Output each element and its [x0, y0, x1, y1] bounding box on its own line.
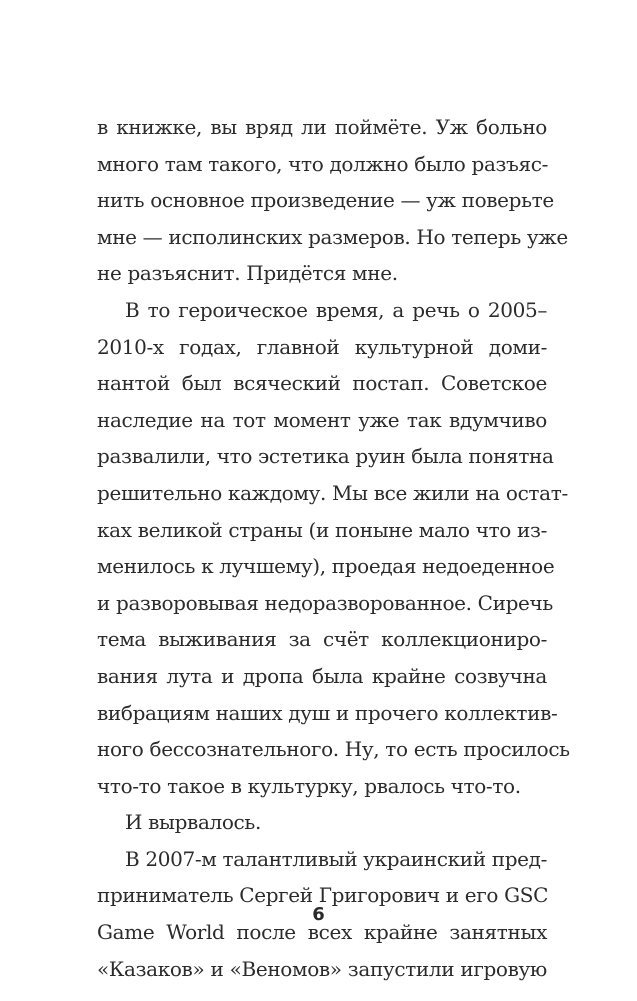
- text-line: приниматель Сергей Григорович и его GSC: [97, 883, 549, 908]
- text-line: что-то такое в культурку, рвалось что-то.: [97, 773, 521, 798]
- text-line: тема выживания за счёт коллекциониро-: [97, 627, 547, 652]
- text-line: В 2007-м талантливый украинский пред-: [125, 846, 548, 871]
- text-line: И вырвалось.: [125, 810, 261, 835]
- text-line: в книжке, вы вряд ли поймёте. Уж больно: [97, 115, 547, 139]
- text-line: развалили, что эстетика руин была понятна: [97, 444, 554, 469]
- text-line: менилось к лучшему), проедая недоеденное: [97, 554, 555, 579]
- text-line: и разворовывая недоразворованное. Сиречь: [97, 590, 553, 615]
- text-line: много там такого, что должно было разъяс-: [97, 151, 548, 176]
- text-line: решительно каждому. Мы все жили на остат-: [97, 480, 568, 505]
- text-line: вибрациям наших душ и прочего коллектив-: [97, 700, 558, 725]
- text-line: мне — исполинских размеров. Но теперь уже: [97, 224, 568, 249]
- text-line: В то героическое время, а речь о 2005–: [125, 297, 547, 322]
- text-line: ного бессознательного. Ну, то есть просилось: [97, 737, 570, 762]
- text-line: вания лута и дропа была крайне созвучна: [97, 663, 547, 688]
- body-text: [97, 109, 570, 987]
- text-line: нантой был всяческий постап. Советское: [97, 371, 547, 396]
- text-line: наследие на тот момент уже так вдумчиво: [97, 407, 547, 432]
- text-line: Game World после всех крайне занятных: [97, 920, 547, 945]
- page-number: 6: [312, 904, 325, 925]
- text-line: нить основное произведение — уж поверьте: [97, 188, 554, 213]
- text-line: не разъяснит. Придётся мне.: [97, 261, 398, 286]
- text-line: «Казаков» и «Веномов» запустили игровую: [97, 956, 547, 981]
- text-line: ках великой страны (и поныне мало что из-: [97, 517, 547, 542]
- text-line: 2010-х годах, главной культурной доми-: [97, 334, 547, 359]
